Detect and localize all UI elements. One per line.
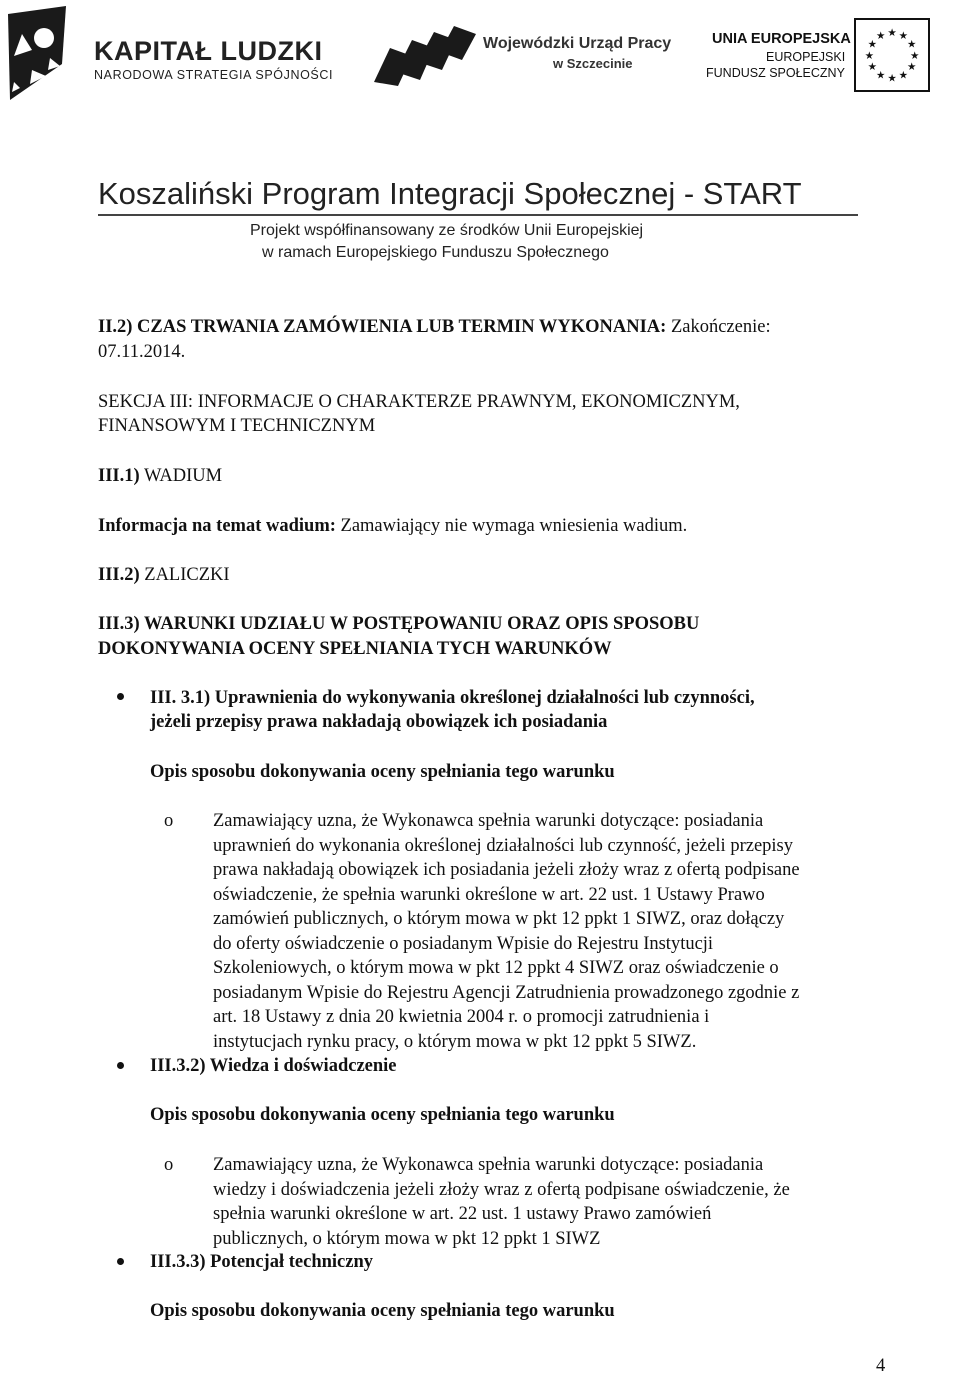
list-item: art. 18 Ustawy z dnia 20 kwietnia 2004 r. o promocji zatrudnienia i	[213, 1007, 710, 1027]
header-logos	[0, 0, 960, 110]
section-iii31-line2: jeżeli przepisy prawa nakładają obowiązek ich posiadania	[150, 712, 608, 732]
eu-star-icon: ★	[906, 62, 917, 74]
list-item: Szkoleniowych, o którym mowa w pkt 12 ppkt 4 SIWZ oraz oświadczenie o	[213, 958, 779, 978]
section-iii33: III.3.3) Potencjał techniczny	[150, 1252, 373, 1272]
eu-star-icon: ★	[898, 70, 909, 82]
eu-star-icon: ★	[875, 31, 886, 43]
kapital-ludzki-title: KAPITAŁ LUDZKI	[94, 36, 323, 66]
wadium-info	[98, 514, 687, 539]
bullet-iii31	[117, 693, 124, 700]
list-marker-o: o	[164, 1155, 174, 1175]
section-iii32: III.3.2) Wiedza i doświadczenie	[150, 1056, 397, 1076]
list-item: wiedzy i doświadczenia jeżeli złoży wraz z ofertą podpisane oświadczenie, że	[213, 1179, 790, 1200]
eu-star-icon: ★	[898, 31, 909, 43]
list-item: Zamawiający uzna, że Wykonawca spełnia warunki dotyczące: posiadania	[213, 1155, 764, 1175]
eu-star-icon: ★	[864, 50, 874, 62]
program-subtitle-1: Projekt współfinansowany ze środków Unii Europejskiej	[250, 222, 644, 239]
eu-flag-icon	[854, 18, 930, 92]
eu-star-icon: ★	[887, 73, 897, 85]
section-iii-heading-2: FINANSOWYM I TECHNICZNYM	[98, 416, 376, 436]
opis-heading-1: Opis sposobu dokonywania oceny spełniania tego warunku	[150, 762, 615, 782]
section-ii2	[98, 315, 771, 340]
list-item: uprawnień do wykonania określonej działalności lub czynność, jeżeli przepisy	[213, 835, 793, 856]
section-ii2-value: Zakończenie:	[670, 317, 771, 337]
wup-name: Wojewódzki Urząd Pracy	[483, 35, 672, 52]
program-subtitle-2: w ramach Europejskiego Funduszu Społecznego	[262, 244, 609, 261]
section-ii2-date: 07.11.2014.	[98, 342, 186, 362]
kapital-ludzki-subtitle: NARODOWA STRATEGIA SPÓJNOŚCI	[94, 68, 334, 82]
bullet-iii32	[117, 1062, 124, 1069]
section-iii3-line2: DOKONYWANIA OCENY SPEŁNIANIA TYCH WARUNKÓW	[98, 639, 612, 659]
eu-star-icon: ★	[875, 70, 886, 82]
list-item: publicznych, o którym mowa w pkt 12 ppkt 1 SIWZ	[213, 1228, 601, 1249]
program-title: Koszaliński Program Integracji Społecznej - START	[98, 176, 858, 216]
wup-city: w Szczecinie	[553, 56, 633, 71]
eu-star-icon: ★	[887, 28, 897, 40]
iii31-description	[213, 809, 913, 1054]
section-ii2-label: II.2) CZAS TRWANIA ZAMÓWIENIA LUB TERMIN WYKONANIA:	[98, 317, 667, 337]
list-item: prawa nakładają obowiązek ich posiadania jeżeli złoży wraz z ofertą podpisane	[213, 860, 800, 880]
kapital-ludzki-logo-icon	[2, 4, 82, 102]
eu-star-icon: ★	[867, 62, 878, 74]
eu-star-icon: ★	[867, 39, 878, 51]
section-iii2: III.2) ZALICZKI	[98, 565, 230, 585]
section-iii-heading-1: SEKCJA III: INFORMACJE O CHARAKTERZE PRAWNYM, EKONOMICZNYM,	[98, 392, 740, 412]
list-item: instytucjach rynku pracy, o którym mowa w pkt 12 ppkt 5 SIWZ.	[213, 1031, 697, 1052]
list-item: do oferty oświadczenie o posiadanym Wpisie do Rejestru Instytucji	[213, 933, 714, 954]
list-item: Zamawiający uzna, że Wykonawca spełnia warunki dotyczące: posiadania	[213, 811, 764, 831]
wadium-value: Zamawiający nie wymaga wniesienia wadium.	[340, 516, 688, 536]
section-iii3-line1: III.3) WARUNKI UDZIAŁU W POSTĘPOWANIU ORAZ OPIS SPOSOBU	[98, 614, 700, 634]
list-item: zamówień publicznych, o którym mowa w pkt 12 ppkt 1 SIWZ, oraz dołączy	[213, 909, 785, 929]
wadium-label: Informacja na temat wadium:	[98, 516, 336, 536]
list-item: spełnia warunki określone w art. 22 ust. 1 ustawy Prawo zamówień	[213, 1204, 712, 1224]
list-item: oświadczenie, że spełnia warunki określone w art. 22 ust. 1 Ustawy Prawo	[213, 884, 765, 905]
eu-title: UNIA EUROPEJSKA	[712, 31, 851, 47]
page-number: 4	[876, 1356, 886, 1376]
eu-fund-line1: EUROPEJSKI	[766, 50, 846, 64]
list-item: posiadanym Wpisie do Rejestru Agencji Zatrudnienia prowadzonego zgodnie z	[213, 982, 800, 1003]
wup-logo-icon	[372, 26, 476, 86]
iii32-description	[213, 1153, 913, 1251]
list-marker-o: o	[164, 811, 174, 831]
bullet-iii33	[117, 1258, 124, 1265]
eu-star-icon: ★	[910, 50, 920, 62]
section-iii31-line1: III. 3.1) Uprawnienia do wykonywania określonej działalności lub czynności,	[150, 688, 755, 708]
eu-fund-line2: FUNDUSZ SPOŁECZNY	[706, 66, 845, 80]
opis-heading-3: Opis sposobu dokonywania oceny spełniania tego warunku	[150, 1301, 615, 1321]
eu-star-icon: ★	[906, 39, 917, 51]
section-iii1: III.1) WADIUM	[98, 466, 223, 486]
opis-heading-2: Opis sposobu dokonywania oceny spełniania tego warunku	[150, 1105, 615, 1125]
